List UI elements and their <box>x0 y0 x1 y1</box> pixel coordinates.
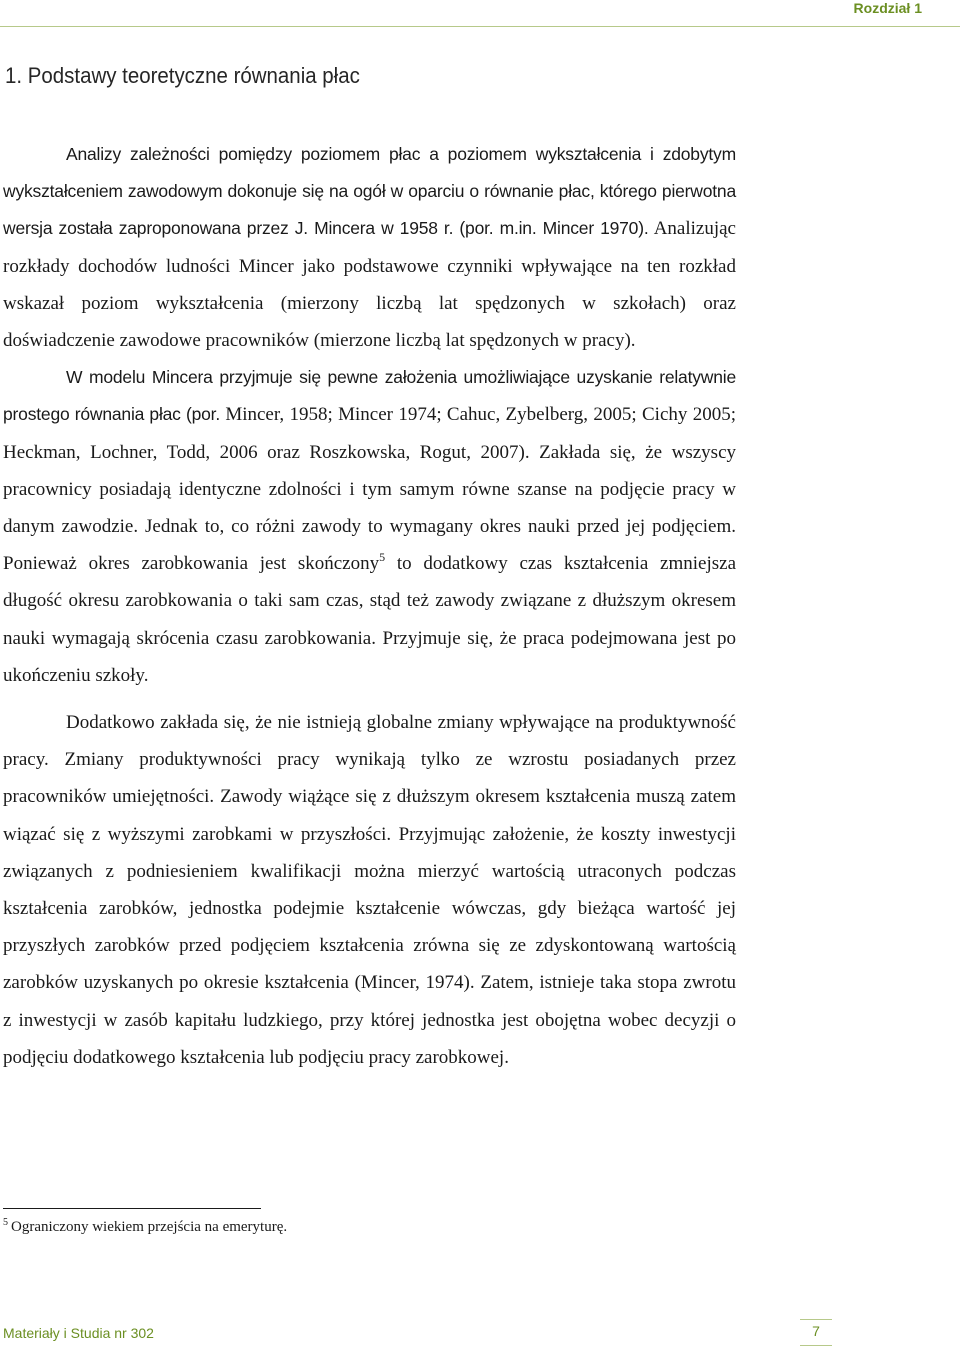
page-number-rule-top <box>800 1319 832 1320</box>
footnote-marker[interactable]: 5 <box>379 550 386 565</box>
chapter-header: Rozdział 1 <box>853 0 922 16</box>
header-divider <box>0 26 960 27</box>
paragraph-2-part-c: to dodatkowy czas kształcenia zmniejsza długość okresu zarobkowania o taki sam czas, stąd też zawody związane z dłuższym okresem nauki wymagają skrócenia czasu zarobkowania. Przyjmuje się, że praca podejmowana jest po ukończeniu szkoły. <box>3 553 737 686</box>
paragraph-3: Dodatkowo zakłada się, że nie istnieją globalne zmiany wpływające na produktywność pracy. Zmiany produktywności pracy wynikają tylko ze wzrostu posiadanych przez pracowników umiejętności. Zawody wiążące się z dłuższym okresem kształcenia muszą zatem wiązać się z wyższymi zarobkami w przyszłości. Przyjmując założenie, że koszty inwestycji związanych z podniesieniem kwalifikacji można mierzyć wartością utraconych podczas kształcenia zarobków, jednostka podejmie kształcenie wówczas, gdy bieżąca wartość jej przyszłych zarobków przed podjęciem kształcenia zrówna się ze zdyskontowaną wartością zarobków uzyskanych po okresie kształcenia (Mincer, 1974). Zatem, istnieje taka stopa zwrotu z inwestycji w zasób kapitału ludzkiego, przy której jednostka jest obojętna wobec decyzji o podjęciu dodatkowego kształcenia lub podjęciu pracy zarobkowej. <box>3 712 736 1068</box>
page-number-rule-bottom <box>800 1345 832 1346</box>
footnote-text: Ograniczony wiekiem przejścia na emeryturę. <box>11 1219 288 1235</box>
footer-journal-name: Materiały i Studia nr 302 <box>3 1325 154 1341</box>
paragraph-1 <box>3 136 736 359</box>
paragraph-1-part-a: Analizy zależności pomiędzy poziomem płac a poziomem wykształcenia i zdobytym wykształceniem zawodowym dokonuje się na ogół w oparciu o równanie płac, którego pierwotna wersja została zaproponowana przez J. Mincera w 1958 r. (por. m.in. Mincer 1970). <box>3 144 736 239</box>
section-title: 1. Podstawy teoretyczne równania płac <box>5 63 360 88</box>
paragraph-1-part-b: Analizując rozkłady dochodów ludności Mincer jako podstawowe czynniki wpływające na ten rozkład wskazał poziom wykształcenia (mierzony liczbą lat spędzonych w szkołach) oraz doświadczenie zawodowe pracowników (mierzone liczbą lat spędzonych w pracy). <box>3 218 736 352</box>
footnote-divider <box>3 1208 261 1209</box>
paragraph-2-part-a: W modelu Mincera przyjmuje się pewne założenia umożliwiające uzyskanie relatywnie prostego równania płac (por. <box>3 367 736 425</box>
paragraph-2 <box>3 359 736 694</box>
page-number: 7 <box>812 1323 820 1339</box>
body-text <box>3 136 736 1076</box>
paragraph-2-part-b: Mincer, 1958; Mincer 1974; Cahuc, Zybelberg, 2005; Cichy 2005; Heckman, Lochner, Todd, 2006 oraz Roszkowska, Rogut, 2007). Zakłada się, że wszyscy pracownicy posiadają identyczne zdolności i tym samym równe szanse na podjęcie pracy w danym zawodzie. Jednak to, co różni zawody to wymagany okres nauki przed jej podjęciem. Ponieważ okres zarobkowania jest skończony <box>3 404 736 575</box>
footnote-number: 5 <box>3 1217 8 1228</box>
footnote <box>3 1219 287 1236</box>
